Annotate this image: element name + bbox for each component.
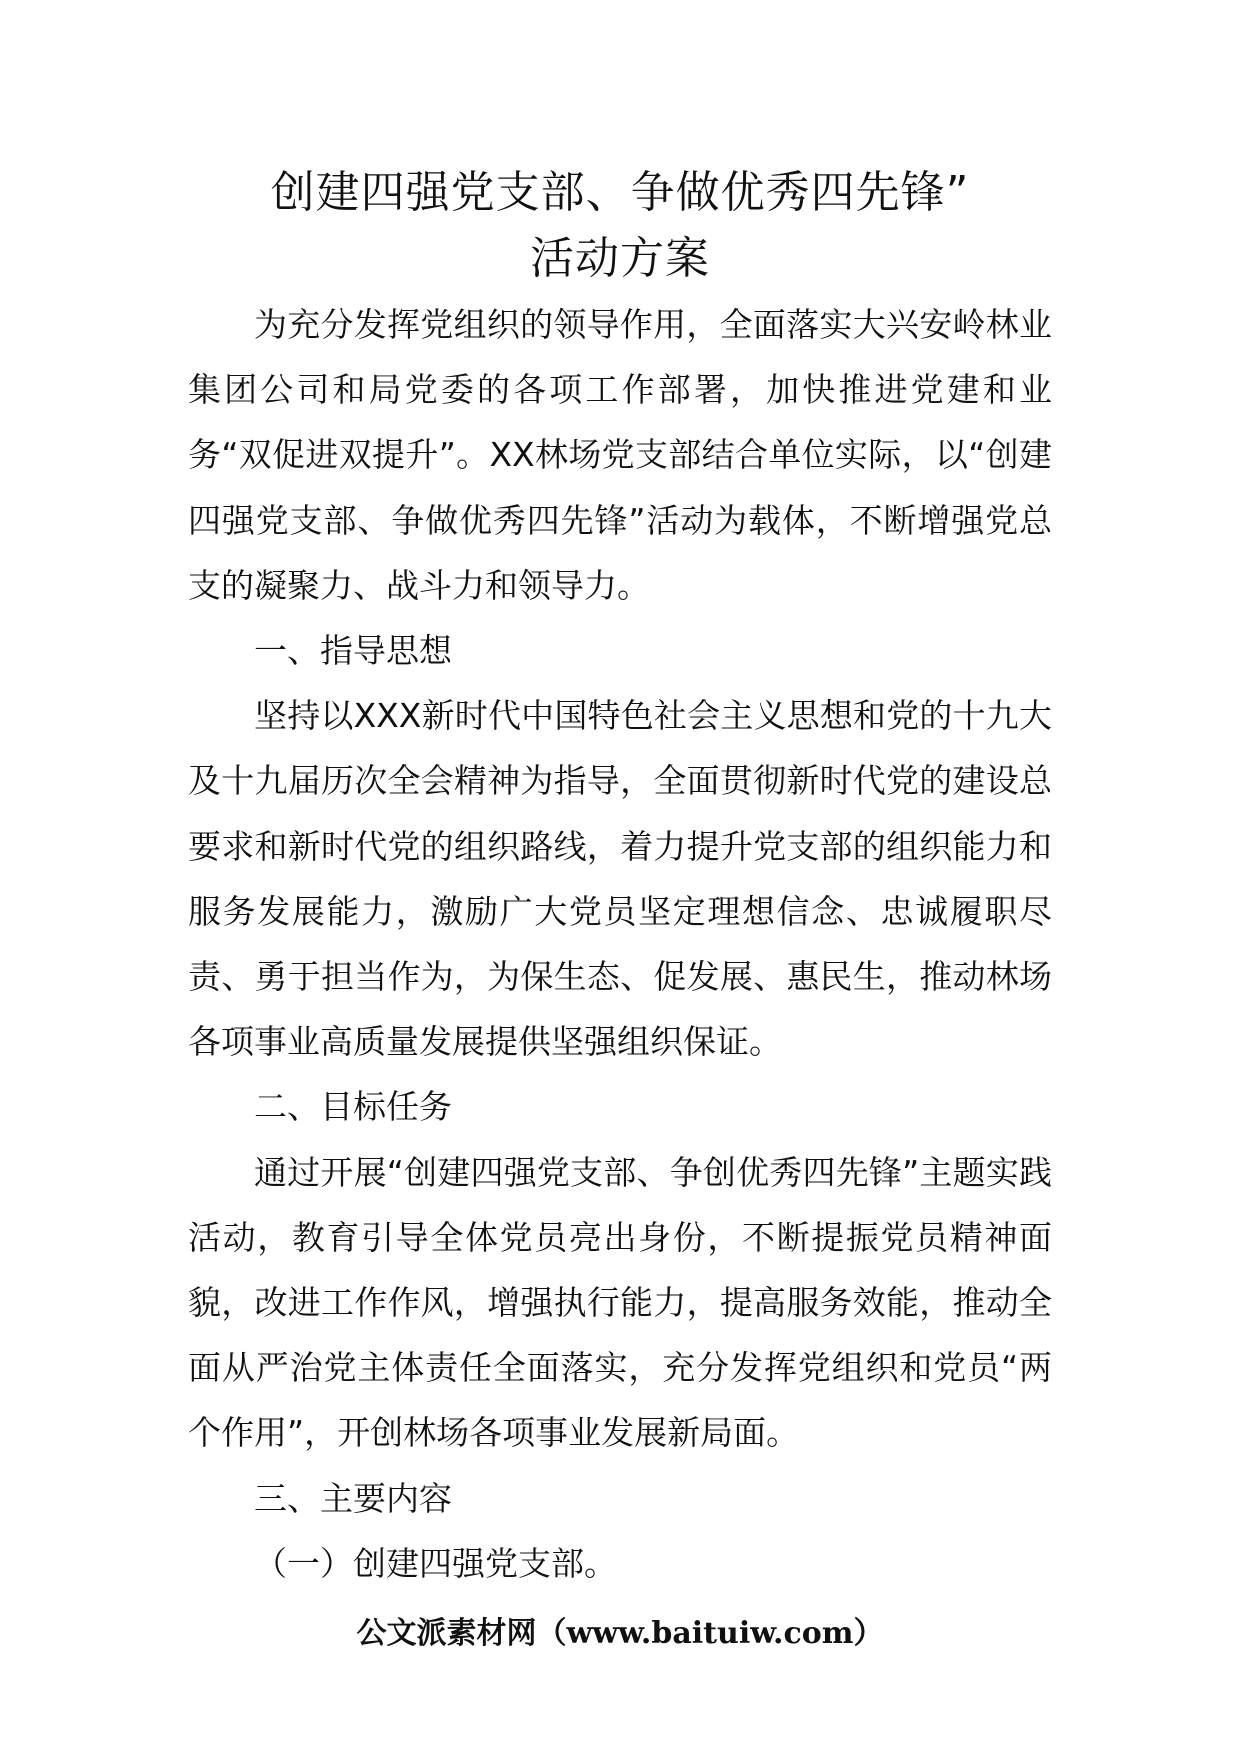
footer-watermark: 公文派素材网（www.baituiw.com） bbox=[356, 1616, 884, 1651]
section-heading-goals: 二、目标任务 bbox=[254, 1087, 452, 1127]
section-heading-guiding-ideology: 一、指导思想 bbox=[254, 631, 452, 671]
goals-paragraph: 通过开展“创建四强党支部、争创优秀四先锋”主题实践活动，教育引导全体党员亮出身份，不断提振党员精神面貌，改进工作作风，增强执行能力，提高服务效能，推动全面从严治党主体责任全面落实，充分发挥党组织和党员“两个作用”，开创林场各项事业发展新局面。 bbox=[188, 1152, 1052, 1453]
title-line-1: 创建四强党支部、争做优秀四先锋” bbox=[270, 167, 970, 218]
guiding-ideology-paragraph: 坚持以XXX新时代中国特色社会主义思想和党的十九大及十九届历次全会精神为指导，全面贯彻新时代党的建设总要求和新时代党的组织路线，着力提升党支部的组织能力和服务发展能力，激励广大党员坚定理想信念、忠诚履职尽责、勇于担当作为，为保生态、促发展、惠民生，推动林场各项事业高质量发展提供坚强组织保证。 bbox=[188, 696, 1052, 1062]
subsection-heading-four-strong: （一）创建四强党支部。 bbox=[254, 1543, 617, 1583]
intro-paragraph: 为充分发挥党组织的领导作用，全面落实大兴安岭林业集团公司和局党委的各项工作部署，加快推进党建和业务“双促进双提升”。XX林场党支部结合单位实际，以“创建四强党支部、争做优秀四先锋”活动为载体，不断增强党总支的凝聚力、战斗力和领导力。 bbox=[188, 305, 1052, 605]
document-title bbox=[0, 160, 1240, 292]
section-heading-main-content: 三、主要内容 bbox=[254, 1478, 452, 1518]
title-line-2: 活动方案 bbox=[530, 233, 710, 284]
document-body bbox=[188, 292, 1052, 1596]
